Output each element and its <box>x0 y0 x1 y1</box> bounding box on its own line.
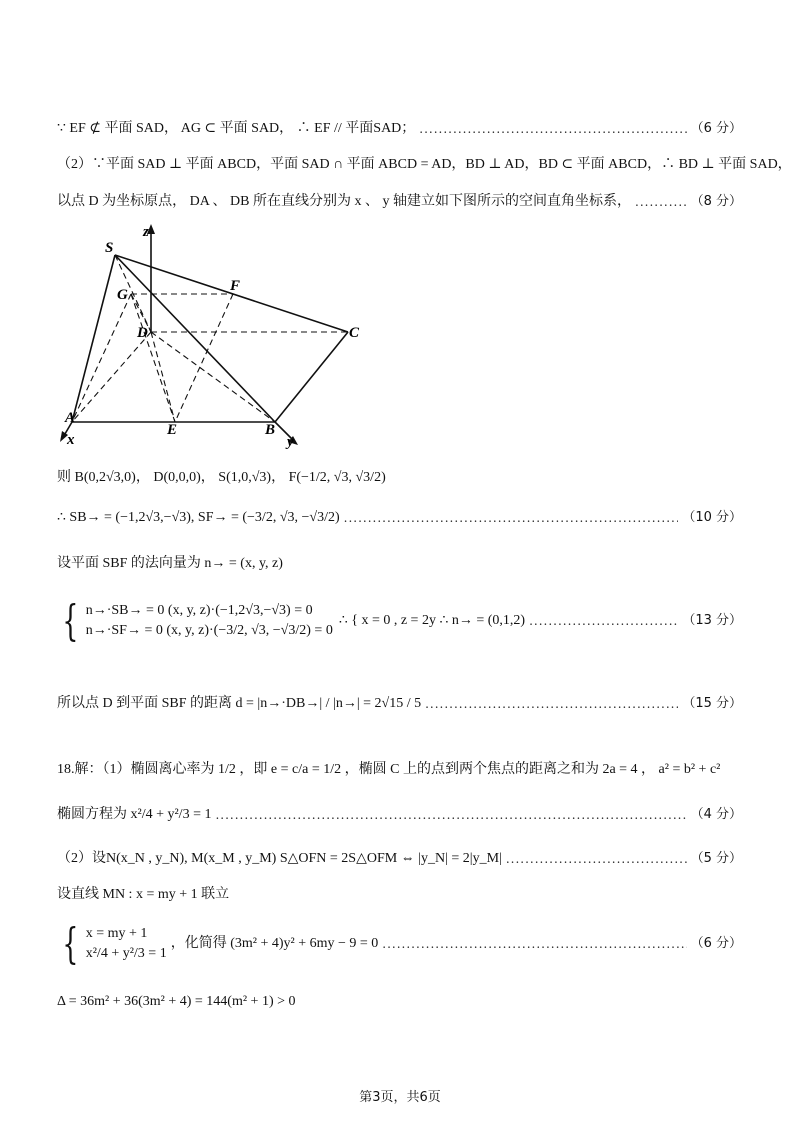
solution-line-11 <box>57 849 742 869</box>
line-text: 椭圆方程为 x²/4 + y²/3 = 1 <box>57 807 212 822</box>
solution-line-4 <box>57 468 742 488</box>
line-tail: ∴ { x = 0 , z = 2y ∴ n→ = (0,1,2) <box>338 613 526 628</box>
line-text: 则 B(0,2√3,0)， D(0,0,0)， S(1,0,√3)， F(−1/2, √3, √3/2) <box>57 470 386 485</box>
label-z: z <box>143 224 149 240</box>
label-B: B <box>265 422 276 438</box>
leader-dots <box>635 192 687 212</box>
line-text: ∵ EF ⊄ 平面 SAD， AG ⊂ 平面 SAD， ∴ EF // 平面SAD； <box>57 121 416 136</box>
dashed-FE <box>175 294 233 422</box>
edge-SA <box>72 255 115 422</box>
solution-line-9 <box>57 760 742 780</box>
dashed-DE <box>151 332 175 422</box>
label-C: C <box>349 325 360 341</box>
label-A: A <box>65 410 76 426</box>
left-brace: { <box>62 919 79 968</box>
score-label: （6 分） <box>690 121 742 136</box>
system-row-2: n→·SF→ = 0 (x, y, z)·(−3/2, √3, −√3/2) = 0 <box>85 623 333 638</box>
line-tail: ，化简得 (3m² + 4)y² + 6my − 9 = 0 <box>170 936 379 951</box>
line-text: Δ = 36m² + 36(3m² + 4) = 144(m² + 1) > 0 <box>57 994 296 1009</box>
label-E: E <box>167 422 178 438</box>
solution-line-8 <box>57 694 742 714</box>
line-text: （2）∵平面 SAD ⊥ 平面 ABCD，平面 SAD ∩ 平面 ABCD = AD，BD ⊥ AD，BD ⊂ 平面 ABCD，∴ BD ⊥ 平面 SAD， <box>57 157 792 172</box>
line-text: 所以点 D 到平面 SBF 的距离 d = |n→·DB→| / |n→| = 2√15 / 5 <box>57 696 422 711</box>
solution-line-5 <box>57 508 742 528</box>
line-text: 设直线 MN : x = my + 1 联立 <box>57 887 230 902</box>
label-D: D <box>137 325 148 341</box>
solution-line-10 <box>57 805 742 825</box>
leader-dots <box>419 119 686 139</box>
system-row-2: x²/4 + y²/3 = 1 <box>85 946 167 961</box>
score-label: （15 分） <box>682 696 742 711</box>
line-text: 18.解：（1）椭圆离心率为 1/2 ，即 e = c/a = 1/2 ，椭圆 C 上的点到两个焦点的距离之和为 2a = 4 ， a² = b² + c² <box>57 762 721 777</box>
score-label: （6 分） <box>690 936 742 951</box>
pyramid-coordinate-figure <box>55 222 385 452</box>
solution-line-12 <box>57 885 742 905</box>
solution-line-14 <box>57 992 742 1012</box>
label-G: G <box>117 287 128 303</box>
equation-system <box>57 596 333 645</box>
score-label: （10 分） <box>682 510 742 525</box>
solution-line-1 <box>57 119 742 139</box>
label-F: F <box>230 278 241 294</box>
equation-system <box>57 919 167 968</box>
solution-line-3 <box>57 192 742 212</box>
line-text: ∴ SB→ = (−1,2√3,−√3), SF→ = (−3/2, √3, −√3/2) <box>57 510 340 525</box>
score-label: （5 分） <box>690 851 742 866</box>
leader-dots <box>344 508 679 528</box>
leader-dots <box>215 805 686 825</box>
leader-dots <box>382 934 686 954</box>
leader-dots <box>529 611 678 631</box>
solution-line-2 <box>57 155 792 175</box>
label-y: y <box>287 434 294 450</box>
line-text: 设平面 SBF 的法向量为 n→ = (x, y, z) <box>57 556 283 571</box>
edge-BC <box>275 332 348 422</box>
label-S: S <box>105 240 114 256</box>
line-text: 以点 D 为坐标原点， DA 、 DB 所在直线分别为 x 、 y 轴建立如下图所示的空间直角坐标系， <box>57 194 632 209</box>
solution-line-7 <box>57 598 742 644</box>
leader-dots <box>506 849 687 869</box>
system-row-1: n→·SB→ = 0 (x, y, z)·(−1,2√3,−√3) = 0 <box>85 603 313 618</box>
left-brace: { <box>62 596 79 645</box>
system-row-1: x = my + 1 <box>85 926 148 941</box>
leader-dots <box>425 694 678 714</box>
dashed-GE <box>131 294 175 422</box>
solution-line-13 <box>57 918 742 970</box>
label-x: x <box>67 432 75 448</box>
score-label: （8 分） <box>690 194 742 209</box>
page-footer: 第3页，共6页 <box>359 1090 441 1105</box>
score-label: （13 分） <box>682 613 742 628</box>
line-text: （2）设N(x_N , y_N), M(x_M , y_M) S△OFN = 2S△OFM ⇔ |y_N| = 2|y_M| <box>57 851 502 866</box>
dashed-DB <box>151 332 275 422</box>
dashed-GA <box>72 294 131 422</box>
solution-line-6 <box>57 554 742 574</box>
score-label: （4 分） <box>690 807 742 822</box>
